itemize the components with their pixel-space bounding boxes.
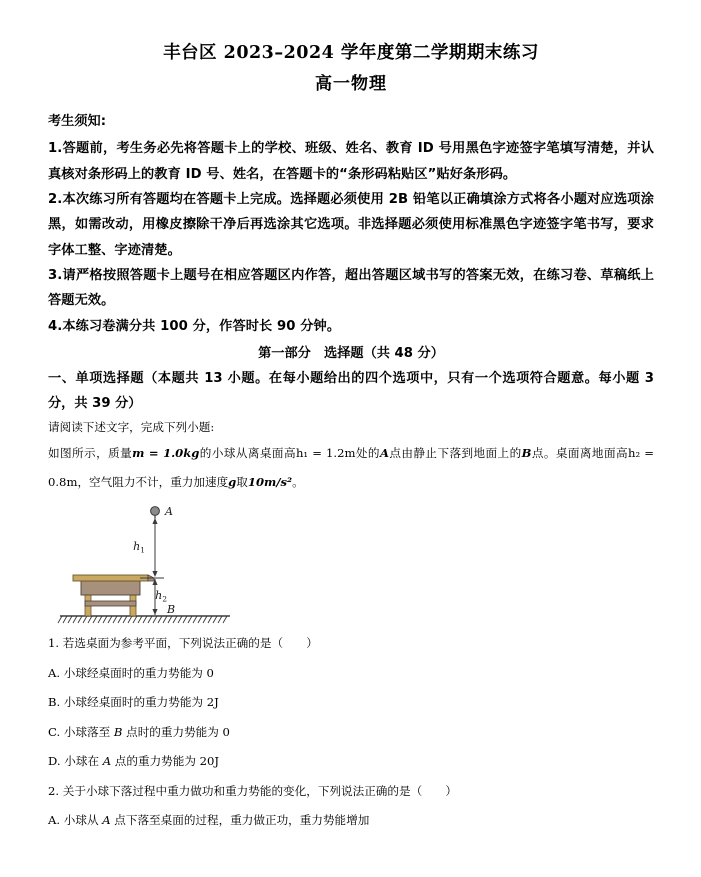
question-1-option-c[interactable] bbox=[48, 723, 654, 742]
stem-g-value: 10m/s² bbox=[247, 474, 293, 489]
label-h2: $h_2$ bbox=[155, 589, 167, 604]
question-2-text: 关于小球下落过程中重力做功和重力势能的变化，下列说法正确的是（ ） bbox=[62, 783, 457, 798]
question-2-number: 2. bbox=[48, 783, 60, 798]
option-letter: B. bbox=[48, 695, 61, 710]
stem-text-1: 如图所示，质量 bbox=[48, 446, 133, 461]
option-letter: C. bbox=[48, 724, 61, 739]
page-content bbox=[48, 40, 654, 841]
passage-stem bbox=[48, 439, 654, 496]
table-crossbar bbox=[85, 601, 136, 606]
stem-text-3: 处的 bbox=[355, 446, 380, 461]
question-1-text: 若选桌面为参考平面，下列说法正确的是（ ） bbox=[62, 636, 318, 651]
stem-point-b: B bbox=[521, 446, 532, 461]
physics-diagram bbox=[54, 502, 244, 630]
option-text: 小球在 A 点的重力势能为 20J bbox=[64, 754, 220, 769]
question-1 bbox=[48, 634, 654, 653]
notice-item-2: 2.本次练习所有答题均在答题卡上完成。选择题必须使用 2B 铅笔以正确填涂方式将各小题对应选项涂黑，如需改动，用橡皮擦除干净后再选涂其它选项。非选择题必须使用标准黑色字迹签字笔书写，要求字体工整、字迹清楚。 bbox=[48, 191, 654, 258]
option-letter: D. bbox=[48, 754, 61, 769]
page-title: 丰台区 2023–2024 学年度第二学期期末练习 bbox=[163, 43, 539, 63]
stem-text-5: 点。桌面离地面高 bbox=[531, 446, 628, 461]
section-intro-single-choice: 一、单项选择题（本题共 13 小题。在每小题给出的四个选项中，只有一个选项符合题意。每小题 3 分，共 39 分） bbox=[48, 371, 654, 412]
notice-item-3: 3.请严格按照答题卡上题号在相应答题区内作答，超出答题区域书写的答案无效，在练习卷、草稿纸上答题无效。 bbox=[48, 267, 654, 309]
question-2-option-a[interactable] bbox=[48, 811, 654, 830]
h1-arrow-head-down bbox=[152, 571, 157, 577]
ground-hatching bbox=[58, 616, 227, 623]
label-h1: $h_1$ bbox=[133, 540, 145, 555]
option-text: 小球经桌面时的重力势能为 0 bbox=[63, 665, 214, 680]
stem-point-a: A bbox=[379, 446, 389, 461]
question-1-option-d[interactable] bbox=[48, 752, 654, 771]
stem-g-symbol: g bbox=[228, 474, 237, 489]
stem-text-6: ，空气阻力不计，重力加速度 bbox=[77, 474, 229, 489]
page-subtitle: 高一物理 bbox=[315, 74, 387, 95]
question-1-option-b[interactable] bbox=[48, 693, 654, 712]
ball-icon bbox=[151, 507, 160, 516]
question-1-number: 1. bbox=[48, 636, 60, 651]
table-body bbox=[81, 581, 140, 595]
passage-instruction: 请阅读下述文字，完成下列小题: bbox=[48, 420, 215, 435]
option-text: 小球落至 B 点时的重力势能为 0 bbox=[63, 724, 230, 739]
stem-text-7: 取 bbox=[236, 474, 248, 489]
notice-heading: 考生须知: bbox=[48, 113, 107, 129]
notice-item-1: 1.答题前，考生务必先将答题卡上的学校、班级、姓名、教育 ID 号用黑色字迹签字笔填写清楚，并认真核对条形码上的教育 ID 号、姓名，在答题卡的“条形码粘贴区”贴好条形码。 bbox=[48, 141, 654, 182]
option-letter: A. bbox=[48, 813, 61, 828]
h2-arrow-head-down bbox=[152, 609, 157, 615]
question-1-option-a[interactable] bbox=[48, 664, 654, 683]
stem-h2-value: h₂ = 0.8m bbox=[48, 446, 654, 489]
table-top bbox=[73, 575, 148, 581]
stem-text-8: 。 bbox=[292, 474, 304, 489]
question-2 bbox=[48, 782, 654, 801]
option-text: 小球从 A 点下落至桌面的过程，重力做正功，重力势能增加 bbox=[63, 813, 370, 828]
option-letter: A. bbox=[48, 665, 61, 680]
notice-item-4: 4.本练习卷满分共 100 分，作答时长 90 分钟。 bbox=[48, 318, 341, 334]
stem-text-4: 点由静止下落到地面上的 bbox=[388, 446, 522, 461]
h1-arrow-head-up bbox=[152, 518, 157, 524]
label-point-a: A bbox=[165, 505, 173, 519]
diagram-svg bbox=[54, 502, 244, 630]
label-point-b: B bbox=[167, 603, 176, 617]
stem-h1-value: h₁ = 1.2m bbox=[295, 446, 356, 461]
stem-mass-value: m = 1.0kg bbox=[132, 446, 200, 461]
part-one-header: 第一部分 选择题（共 48 分） bbox=[258, 345, 444, 361]
stem-text-2: 的小球从离桌面高 bbox=[199, 446, 296, 461]
option-text: 小球经桌面时的重力势能为 2J bbox=[63, 695, 219, 710]
